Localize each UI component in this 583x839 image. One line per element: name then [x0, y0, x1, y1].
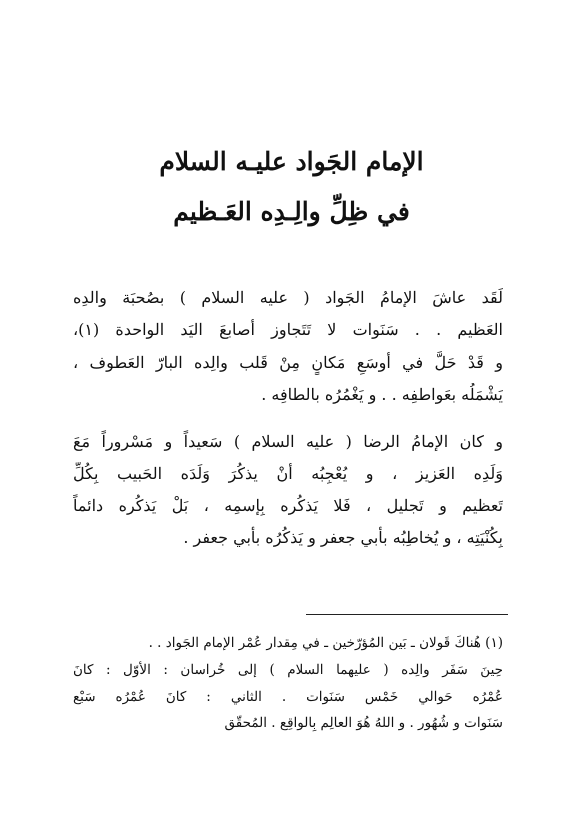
chapter-subtitle: في ظِلِّ والِـدِه العَـظيم [173, 197, 410, 226]
paragraph-1-line-4: يَشْمَلُه بعَواطفِه . . و يَغْمُرُه بالطافِه . [261, 385, 503, 404]
paragraph-2-line-2: وَلَدِه العَزيز ، و يُعْجِبُه أنْ يذكُرَ وَلَدَه الحَبيب بِكُلِّ [73, 464, 503, 483]
paragraph-1-line-3: و قَدْ حَلَّ في أوسَعِ مَكانٍ مِنْ قَلب والِده البارّ العَطوف ، [73, 353, 503, 372]
chapter-title: الإمام الجَواد عليـه السلام [159, 147, 424, 176]
footnote-line-2: حِينَ سَفَر والِده ( عليهما السلام ) إلى خُراسان : الأوّل : كانَ [73, 662, 503, 678]
paragraph-1-line-2: العَظيم . . سَنَوات لا تَتَجاوز أصابعَ اليَد الواحدة (١)، [73, 320, 503, 339]
footnote-line-4: سَنَوات و شُهُور . و اللهُ هُوَ العالِم بِالواقِع . المُحقّق [224, 715, 503, 731]
footnote-separator [306, 614, 508, 615]
paragraph-2-line-3: تَعظيم و تَجليل ، فَلا يَذكُره بِإسمِه ، بَلْ يَذكُره دائماً [73, 496, 503, 515]
paragraph-2-line-4: بِكُنْيَتِه ، و يُخاطِبُه بأبي جعفر و يَذكُرُه بأبي جعفر . [183, 528, 503, 547]
footnote-line-3: عُمْرُه حَوالي خَمْس سَنَوات . الثاني : كانَ عُمْرُه سَبْع [73, 689, 503, 705]
paragraph-2-line-1: و كان الإمامُ الرضا ( عليه السلام ) سَعيداً و مَسْروراً مَعَ [73, 432, 503, 451]
paragraph-1-line-1: لَقَد عاشَ الإمامُ الجَواد ( عليه السلام ) بصُحبَة والدِه [73, 288, 503, 307]
footnote-line-1: (١) هُناكَ قَولان ـ بَين المُؤرّخين ـ في مِقدار عُمْر الإمام الجَواد . . [148, 635, 503, 651]
